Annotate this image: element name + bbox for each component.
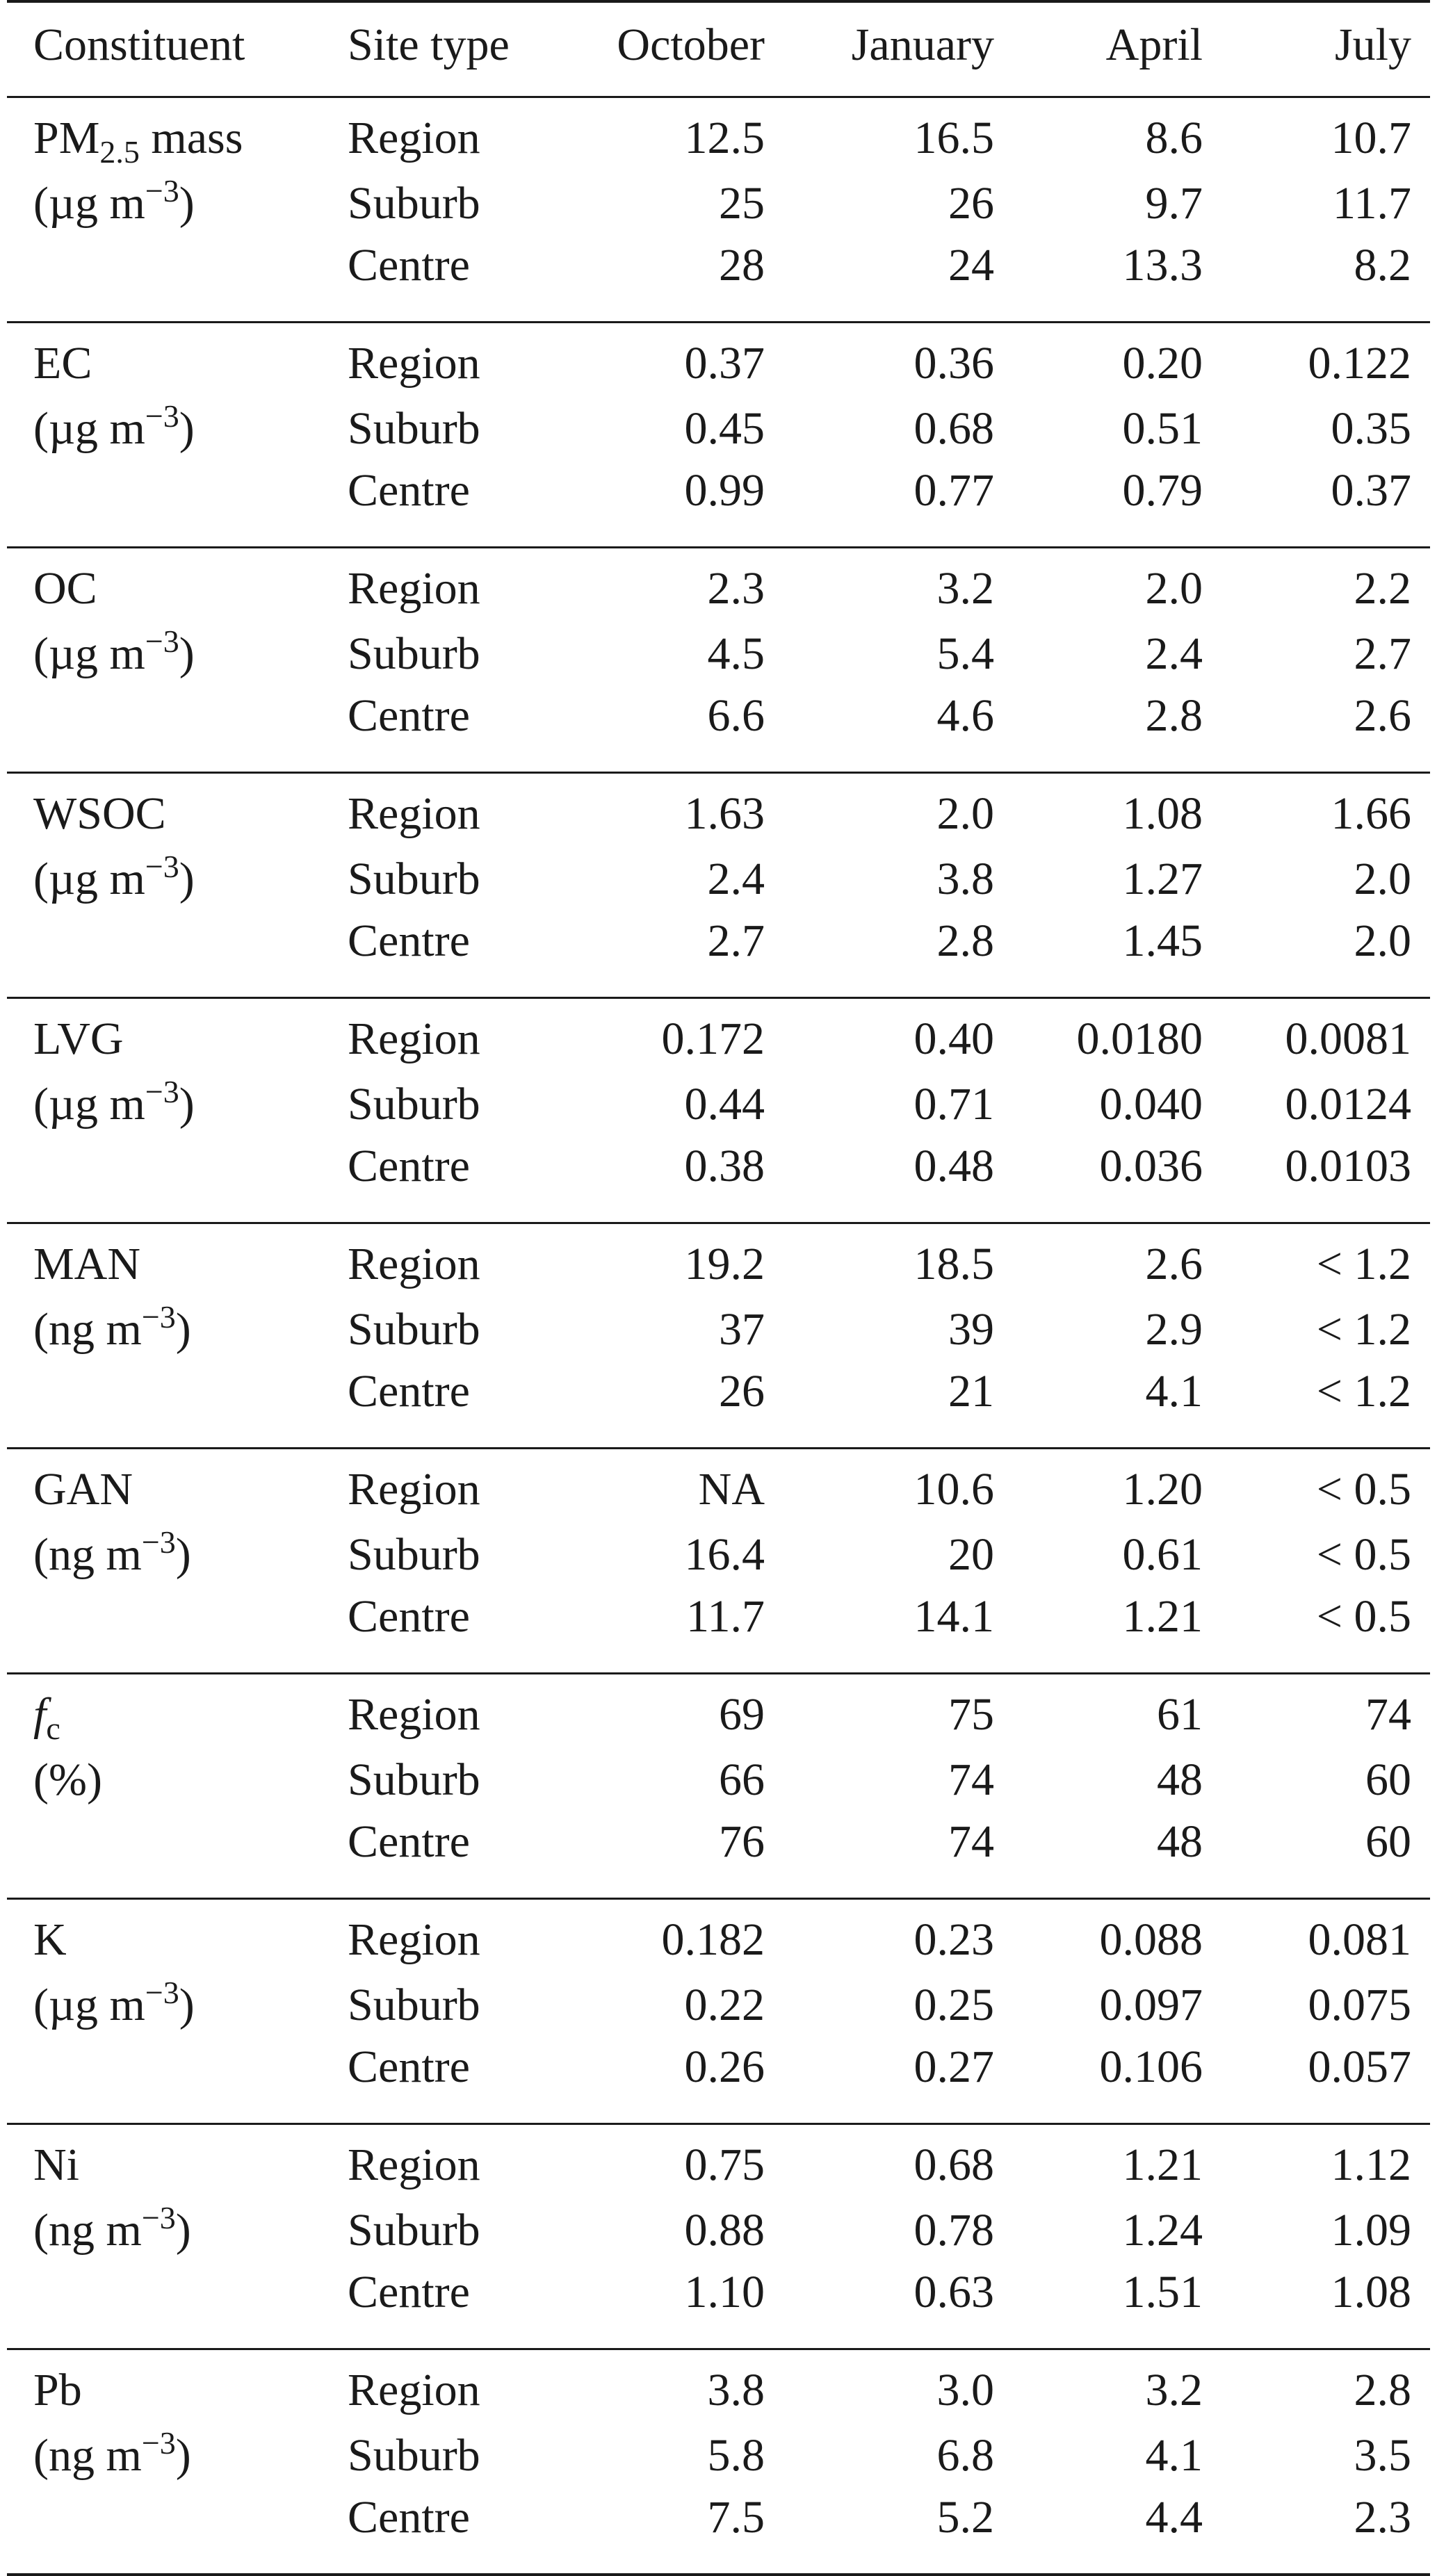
value-cell-jul: 1.12 xyxy=(1331,2139,1411,2190)
unit-text: (ng m xyxy=(33,1304,142,1355)
value-cell-jan: 5.4 xyxy=(936,628,994,679)
value-cell-oct: 0.182 xyxy=(661,1914,765,1965)
unit-close: ) xyxy=(175,1304,191,1355)
value-cell-jan: 26 xyxy=(948,178,994,229)
value-cell-jan: 18.5 xyxy=(914,1239,994,1289)
value-cell-jul: < 1.2 xyxy=(1316,1366,1411,1417)
constituent-unit xyxy=(33,1074,195,1130)
group-rule xyxy=(7,1222,1430,1224)
unit-text: (ng m xyxy=(33,2430,142,2481)
value-cell-apr: 1.24 xyxy=(1122,2205,1203,2256)
value-cell-apr: 1.21 xyxy=(1122,1591,1203,1642)
value-cell-oct: 0.75 xyxy=(684,2139,765,2190)
unit-exponent: −3 xyxy=(141,1299,176,1335)
site-type-cell: Centre xyxy=(348,1591,470,1642)
value-cell-oct: 7.5 xyxy=(707,2492,765,2543)
site-type-cell: Region xyxy=(348,788,480,839)
value-cell-apr: 4.4 xyxy=(1145,2492,1203,2543)
constituent-symbol: EC xyxy=(33,338,92,389)
site-type-cell: Centre xyxy=(348,2267,470,2317)
site-type-cell: Suburb xyxy=(348,178,480,229)
value-cell-oct: 2.7 xyxy=(707,915,765,966)
site-type-cell: Centre xyxy=(348,465,470,516)
site-type-cell: Centre xyxy=(348,2041,470,2092)
value-cell-jan: 16.5 xyxy=(914,113,994,163)
site-type-cell: Region xyxy=(348,1239,480,1289)
value-cell-oct: 12.5 xyxy=(684,113,765,163)
value-cell-apr: 0.79 xyxy=(1122,465,1203,516)
constituent-symbol: K xyxy=(33,1914,67,1965)
value-cell-jan: 0.68 xyxy=(914,403,994,454)
value-cell-apr: 1.45 xyxy=(1122,915,1203,966)
site-type-cell: Suburb xyxy=(348,1980,480,2030)
site-type-cell: Suburb xyxy=(348,1529,480,1580)
value-cell-apr: 2.9 xyxy=(1145,1304,1203,1355)
value-cell-jan: 5.2 xyxy=(936,2492,994,2543)
value-cell-oct: 19.2 xyxy=(684,1239,765,1289)
site-type-cell: Centre xyxy=(348,1816,470,1867)
value-cell-jan: 21 xyxy=(948,1366,994,1417)
value-cell-jul: 1.08 xyxy=(1331,2267,1411,2317)
constituent-name xyxy=(33,1464,133,1515)
unit-close: ) xyxy=(179,628,195,679)
unit-close: ) xyxy=(175,2205,191,2256)
group-rule xyxy=(7,2348,1430,2350)
value-cell-apr: 0.61 xyxy=(1122,1529,1203,1580)
value-cell-apr: 0.51 xyxy=(1122,403,1203,454)
constituent-name xyxy=(33,1689,60,1746)
value-cell-jan: 0.78 xyxy=(914,2205,994,2256)
value-cell-jan: 14.1 xyxy=(914,1591,994,1642)
site-type-cell: Region xyxy=(348,338,480,389)
constituent-symbol: WSOC xyxy=(33,788,166,839)
site-type-cell: Region xyxy=(348,2365,480,2415)
value-cell-jan: 39 xyxy=(948,1304,994,1355)
unit-exponent: −3 xyxy=(145,849,179,884)
group-rule xyxy=(7,1672,1430,1674)
value-cell-oct: 0.37 xyxy=(684,338,765,389)
value-cell-jul: < 0.5 xyxy=(1316,1529,1411,1580)
unit-exponent: −3 xyxy=(145,623,179,659)
unit-text: (µg m xyxy=(33,628,145,679)
value-cell-oct: 0.22 xyxy=(684,1980,765,2030)
constituent-name xyxy=(33,563,97,614)
header-january: January xyxy=(851,19,994,70)
unit-exponent: −3 xyxy=(145,173,179,209)
value-cell-jul: 0.0103 xyxy=(1285,1141,1411,1191)
value-cell-apr: 0.097 xyxy=(1099,1980,1203,2030)
value-cell-jan: 2.8 xyxy=(936,915,994,966)
site-type-cell: Suburb xyxy=(348,1079,480,1130)
value-cell-jul: 0.122 xyxy=(1308,338,1411,389)
value-cell-jan: 74 xyxy=(948,1754,994,1805)
constituent-unit xyxy=(33,1524,191,1580)
value-cell-jan: 3.8 xyxy=(936,854,994,904)
value-cell-jan: 75 xyxy=(948,1689,994,1740)
value-cell-oct: 2.4 xyxy=(707,854,765,904)
value-cell-apr: 2.0 xyxy=(1145,563,1203,614)
site-type-cell: Region xyxy=(348,563,480,614)
site-type-cell: Centre xyxy=(348,1366,470,1417)
constituent-unit xyxy=(33,173,195,229)
value-cell-apr: 1.51 xyxy=(1122,2267,1203,2317)
constituent-name xyxy=(33,2367,82,2413)
unit-exponent: −3 xyxy=(145,398,179,434)
value-cell-apr: 48 xyxy=(1157,1754,1203,1805)
value-cell-oct: 37 xyxy=(719,1304,765,1355)
value-cell-jul: 2.7 xyxy=(1354,628,1411,679)
value-cell-apr: 13.3 xyxy=(1122,240,1203,291)
value-cell-apr: 61 xyxy=(1157,1689,1203,1740)
top-rule xyxy=(7,0,1430,3)
value-cell-apr: 0.106 xyxy=(1099,2041,1203,2092)
value-cell-jul: 1.66 xyxy=(1331,788,1411,839)
value-cell-oct: 69 xyxy=(719,1689,765,1740)
value-cell-apr: 9.7 xyxy=(1145,178,1203,229)
site-type-cell: Region xyxy=(348,2139,480,2190)
value-cell-jul: 2.8 xyxy=(1354,2365,1411,2415)
value-cell-jan: 0.36 xyxy=(914,338,994,389)
value-cell-apr: 1.27 xyxy=(1122,854,1203,904)
value-cell-jan: 3.0 xyxy=(936,2365,994,2415)
constituent-unit xyxy=(33,849,195,904)
unit-text: (ng m xyxy=(33,1529,142,1580)
value-cell-jul: 60 xyxy=(1365,1816,1411,1867)
constituent-unit xyxy=(33,398,195,454)
value-cell-jan: 2.0 xyxy=(936,788,994,839)
site-type-cell: Region xyxy=(348,1464,480,1515)
value-cell-oct: 28 xyxy=(719,240,765,291)
value-cell-oct: NA xyxy=(698,1464,765,1515)
value-cell-oct: 0.38 xyxy=(684,1141,765,1191)
value-cell-jan: 74 xyxy=(948,1816,994,1867)
value-cell-apr: 8.6 xyxy=(1145,113,1203,163)
value-cell-apr: 1.08 xyxy=(1122,788,1203,839)
header-constituent: Constituent xyxy=(33,19,245,70)
value-cell-jan: 3.2 xyxy=(936,563,994,614)
value-cell-oct: 5.8 xyxy=(707,2430,765,2481)
value-cell-oct: 1.10 xyxy=(684,2267,765,2317)
value-cell-apr: 4.1 xyxy=(1145,2430,1203,2481)
unit-close: ) xyxy=(175,1529,191,1580)
constituent-unit xyxy=(33,1754,102,1805)
site-type-cell: Suburb xyxy=(348,628,480,679)
value-cell-jul: 3.5 xyxy=(1354,2430,1411,2481)
value-cell-oct: 2.3 xyxy=(707,563,765,614)
constituent-suffix: mass xyxy=(139,113,243,163)
value-cell-jan: 0.68 xyxy=(914,2139,994,2190)
value-cell-jul: 0.37 xyxy=(1331,465,1411,516)
value-cell-jan: 0.63 xyxy=(914,2267,994,2317)
value-cell-jul: 2.0 xyxy=(1354,915,1411,966)
value-cell-jul: < 1.2 xyxy=(1316,1304,1411,1355)
value-cell-apr: 2.8 xyxy=(1145,690,1203,741)
unit-close: ) xyxy=(179,854,195,904)
value-cell-jan: 20 xyxy=(948,1529,994,1580)
site-type-cell: Centre xyxy=(348,1141,470,1191)
site-type-cell: Suburb xyxy=(348,1304,480,1355)
site-type-cell: Region xyxy=(348,1689,480,1740)
site-type-cell: Suburb xyxy=(348,403,480,454)
constituent-name xyxy=(33,338,92,389)
value-cell-jan: 6.8 xyxy=(936,2430,994,2481)
value-cell-apr: 0.040 xyxy=(1099,1079,1203,1130)
site-type-cell: Centre xyxy=(348,240,470,291)
constituent-symbol: LVG xyxy=(33,1013,124,1064)
value-cell-oct: 0.99 xyxy=(684,465,765,516)
site-type-cell: Centre xyxy=(348,2492,470,2543)
value-cell-jan: 0.77 xyxy=(914,465,994,516)
value-cell-jul: 2.6 xyxy=(1354,690,1411,741)
value-cell-apr: 2.6 xyxy=(1145,1239,1203,1289)
value-cell-jul: 10.7 xyxy=(1331,113,1411,163)
value-cell-apr: 0.036 xyxy=(1099,1141,1203,1191)
value-cell-oct: 0.172 xyxy=(661,1013,765,1064)
group-rule xyxy=(7,321,1430,323)
value-cell-apr: 0.20 xyxy=(1122,338,1203,389)
value-cell-oct: 1.63 xyxy=(684,788,765,839)
unit-text: (µg m xyxy=(33,178,145,229)
value-cell-apr: 0.0180 xyxy=(1076,1013,1203,1064)
unit-text: (µg m xyxy=(33,854,145,904)
unit-exponent: −3 xyxy=(145,1074,179,1109)
unit-text: (%) xyxy=(33,1754,102,1805)
value-cell-jan: 0.25 xyxy=(914,1980,994,2030)
unit-close: ) xyxy=(175,2430,191,2481)
value-cell-apr: 3.2 xyxy=(1145,2365,1203,2415)
constituent-symbol: MAN xyxy=(33,1239,141,1289)
value-cell-jan: 0.71 xyxy=(914,1079,994,1130)
value-cell-oct: 16.4 xyxy=(684,1529,765,1580)
value-cell-apr: 0.088 xyxy=(1099,1914,1203,1965)
unit-text: (µg m xyxy=(33,1980,145,2030)
site-type-cell: Centre xyxy=(348,915,470,966)
value-cell-jan: 0.23 xyxy=(914,1914,994,1965)
constituent-symbol: Pb xyxy=(33,2365,82,2415)
value-cell-apr: 1.21 xyxy=(1122,2139,1203,2190)
site-type-cell: Centre xyxy=(348,690,470,741)
constituent-unit xyxy=(33,623,195,679)
site-type-cell: Suburb xyxy=(348,1754,480,1805)
value-cell-oct: 26 xyxy=(719,1366,765,1417)
value-cell-jul: 0.35 xyxy=(1331,403,1411,454)
unit-close: ) xyxy=(179,1980,195,2030)
value-cell-oct: 6.6 xyxy=(707,690,765,741)
value-cell-jul: 1.09 xyxy=(1331,2205,1411,2256)
value-cell-jan: 0.27 xyxy=(914,2041,994,2092)
value-cell-apr: 1.20 xyxy=(1122,1464,1203,1515)
header-july: July xyxy=(1334,19,1411,70)
constituent-name xyxy=(33,1013,124,1064)
value-cell-jul: 2.3 xyxy=(1354,2492,1411,2543)
constituent-name xyxy=(33,1241,140,1287)
value-cell-jul: 60 xyxy=(1365,1754,1411,1805)
value-cell-jul: < 1.2 xyxy=(1316,1239,1411,1289)
group-rule xyxy=(7,2123,1430,2125)
value-cell-jan: 4.6 xyxy=(936,690,994,741)
value-cell-oct: 0.44 xyxy=(684,1079,765,1130)
constituent-name xyxy=(33,1914,67,1965)
constituent-symbol: GAN xyxy=(33,1464,133,1515)
constituent-symbol: OC xyxy=(33,563,97,614)
unit-close: ) xyxy=(179,403,195,454)
value-cell-oct: 25 xyxy=(719,178,765,229)
site-type-cell: Region xyxy=(348,1013,480,1064)
constituent-symbol: Ni xyxy=(33,2139,79,2190)
site-type-cell: Suburb xyxy=(348,854,480,904)
value-cell-jul: < 0.5 xyxy=(1316,1591,1411,1642)
site-type-cell: Suburb xyxy=(348,2205,480,2256)
constituent-name xyxy=(33,113,243,170)
value-cell-jul: 0.0081 xyxy=(1285,1013,1411,1064)
group-rule xyxy=(7,546,1430,548)
header-october: October xyxy=(617,19,765,70)
unit-text: (µg m xyxy=(33,1079,145,1130)
unit-close: ) xyxy=(179,1079,195,1130)
value-cell-jul: 0.057 xyxy=(1308,2041,1411,2092)
value-cell-oct: 0.88 xyxy=(684,2205,765,2256)
value-cell-jul: < 0.5 xyxy=(1316,1464,1411,1515)
site-type-cell: Suburb xyxy=(348,2430,480,2481)
value-cell-oct: 76 xyxy=(719,1816,765,1867)
group-rule xyxy=(7,997,1430,999)
constituent-name xyxy=(33,2139,79,2190)
site-type-cell: Region xyxy=(348,1914,480,1965)
constituent-unit xyxy=(33,2425,191,2481)
unit-text: (µg m xyxy=(33,403,145,454)
value-cell-oct: 0.45 xyxy=(684,403,765,454)
group-rule xyxy=(7,1898,1430,1900)
value-cell-jul: 8.2 xyxy=(1354,240,1411,291)
value-cell-jul: 0.075 xyxy=(1308,1980,1411,2030)
constituent-unit xyxy=(33,1975,195,2030)
constituent-subscript: c xyxy=(46,1711,60,1746)
value-cell-oct: 4.5 xyxy=(707,628,765,679)
unit-exponent: −3 xyxy=(141,1524,176,1560)
value-cell-jan: 0.40 xyxy=(914,1013,994,1064)
header-april: April xyxy=(1105,19,1203,70)
value-cell-jul: 0.0124 xyxy=(1285,1079,1411,1130)
value-cell-apr: 4.1 xyxy=(1145,1366,1203,1417)
value-cell-oct: 66 xyxy=(719,1754,765,1805)
bottom-rule xyxy=(7,2573,1430,2576)
value-cell-oct: 0.26 xyxy=(684,2041,765,2092)
header-site-type: Site type xyxy=(348,19,510,70)
value-cell-jul: 2.2 xyxy=(1354,563,1411,614)
constituent-name xyxy=(33,788,166,839)
value-cell-apr: 2.4 xyxy=(1145,628,1203,679)
unit-close: ) xyxy=(179,178,195,229)
unit-text: (ng m xyxy=(33,2205,142,2256)
value-cell-jul: 2.0 xyxy=(1354,854,1411,904)
value-cell-oct: 11.7 xyxy=(685,1591,765,1642)
constituent-unit xyxy=(33,1299,191,1355)
constituent-subscript: 2.5 xyxy=(99,134,140,170)
site-type-cell: Region xyxy=(348,113,480,163)
constituent-symbol: f xyxy=(33,1689,47,1740)
header-rule xyxy=(7,96,1430,98)
unit-exponent: −3 xyxy=(141,2200,176,2235)
group-rule xyxy=(7,1447,1430,1449)
value-cell-apr: 48 xyxy=(1157,1816,1203,1867)
value-cell-jan: 0.48 xyxy=(914,1141,994,1191)
value-cell-oct: 3.8 xyxy=(707,2365,765,2415)
unit-exponent: −3 xyxy=(141,2425,176,2461)
group-rule xyxy=(7,772,1430,774)
value-cell-jul: 74 xyxy=(1365,1689,1411,1740)
value-cell-jul: 11.7 xyxy=(1332,178,1411,229)
value-cell-jan: 10.6 xyxy=(914,1464,994,1515)
constituent-unit xyxy=(33,2200,191,2256)
value-cell-jan: 24 xyxy=(948,240,994,291)
value-cell-jul: 0.081 xyxy=(1308,1914,1411,1965)
unit-exponent: −3 xyxy=(145,1975,179,2010)
constituent-symbol: PM xyxy=(33,113,100,163)
